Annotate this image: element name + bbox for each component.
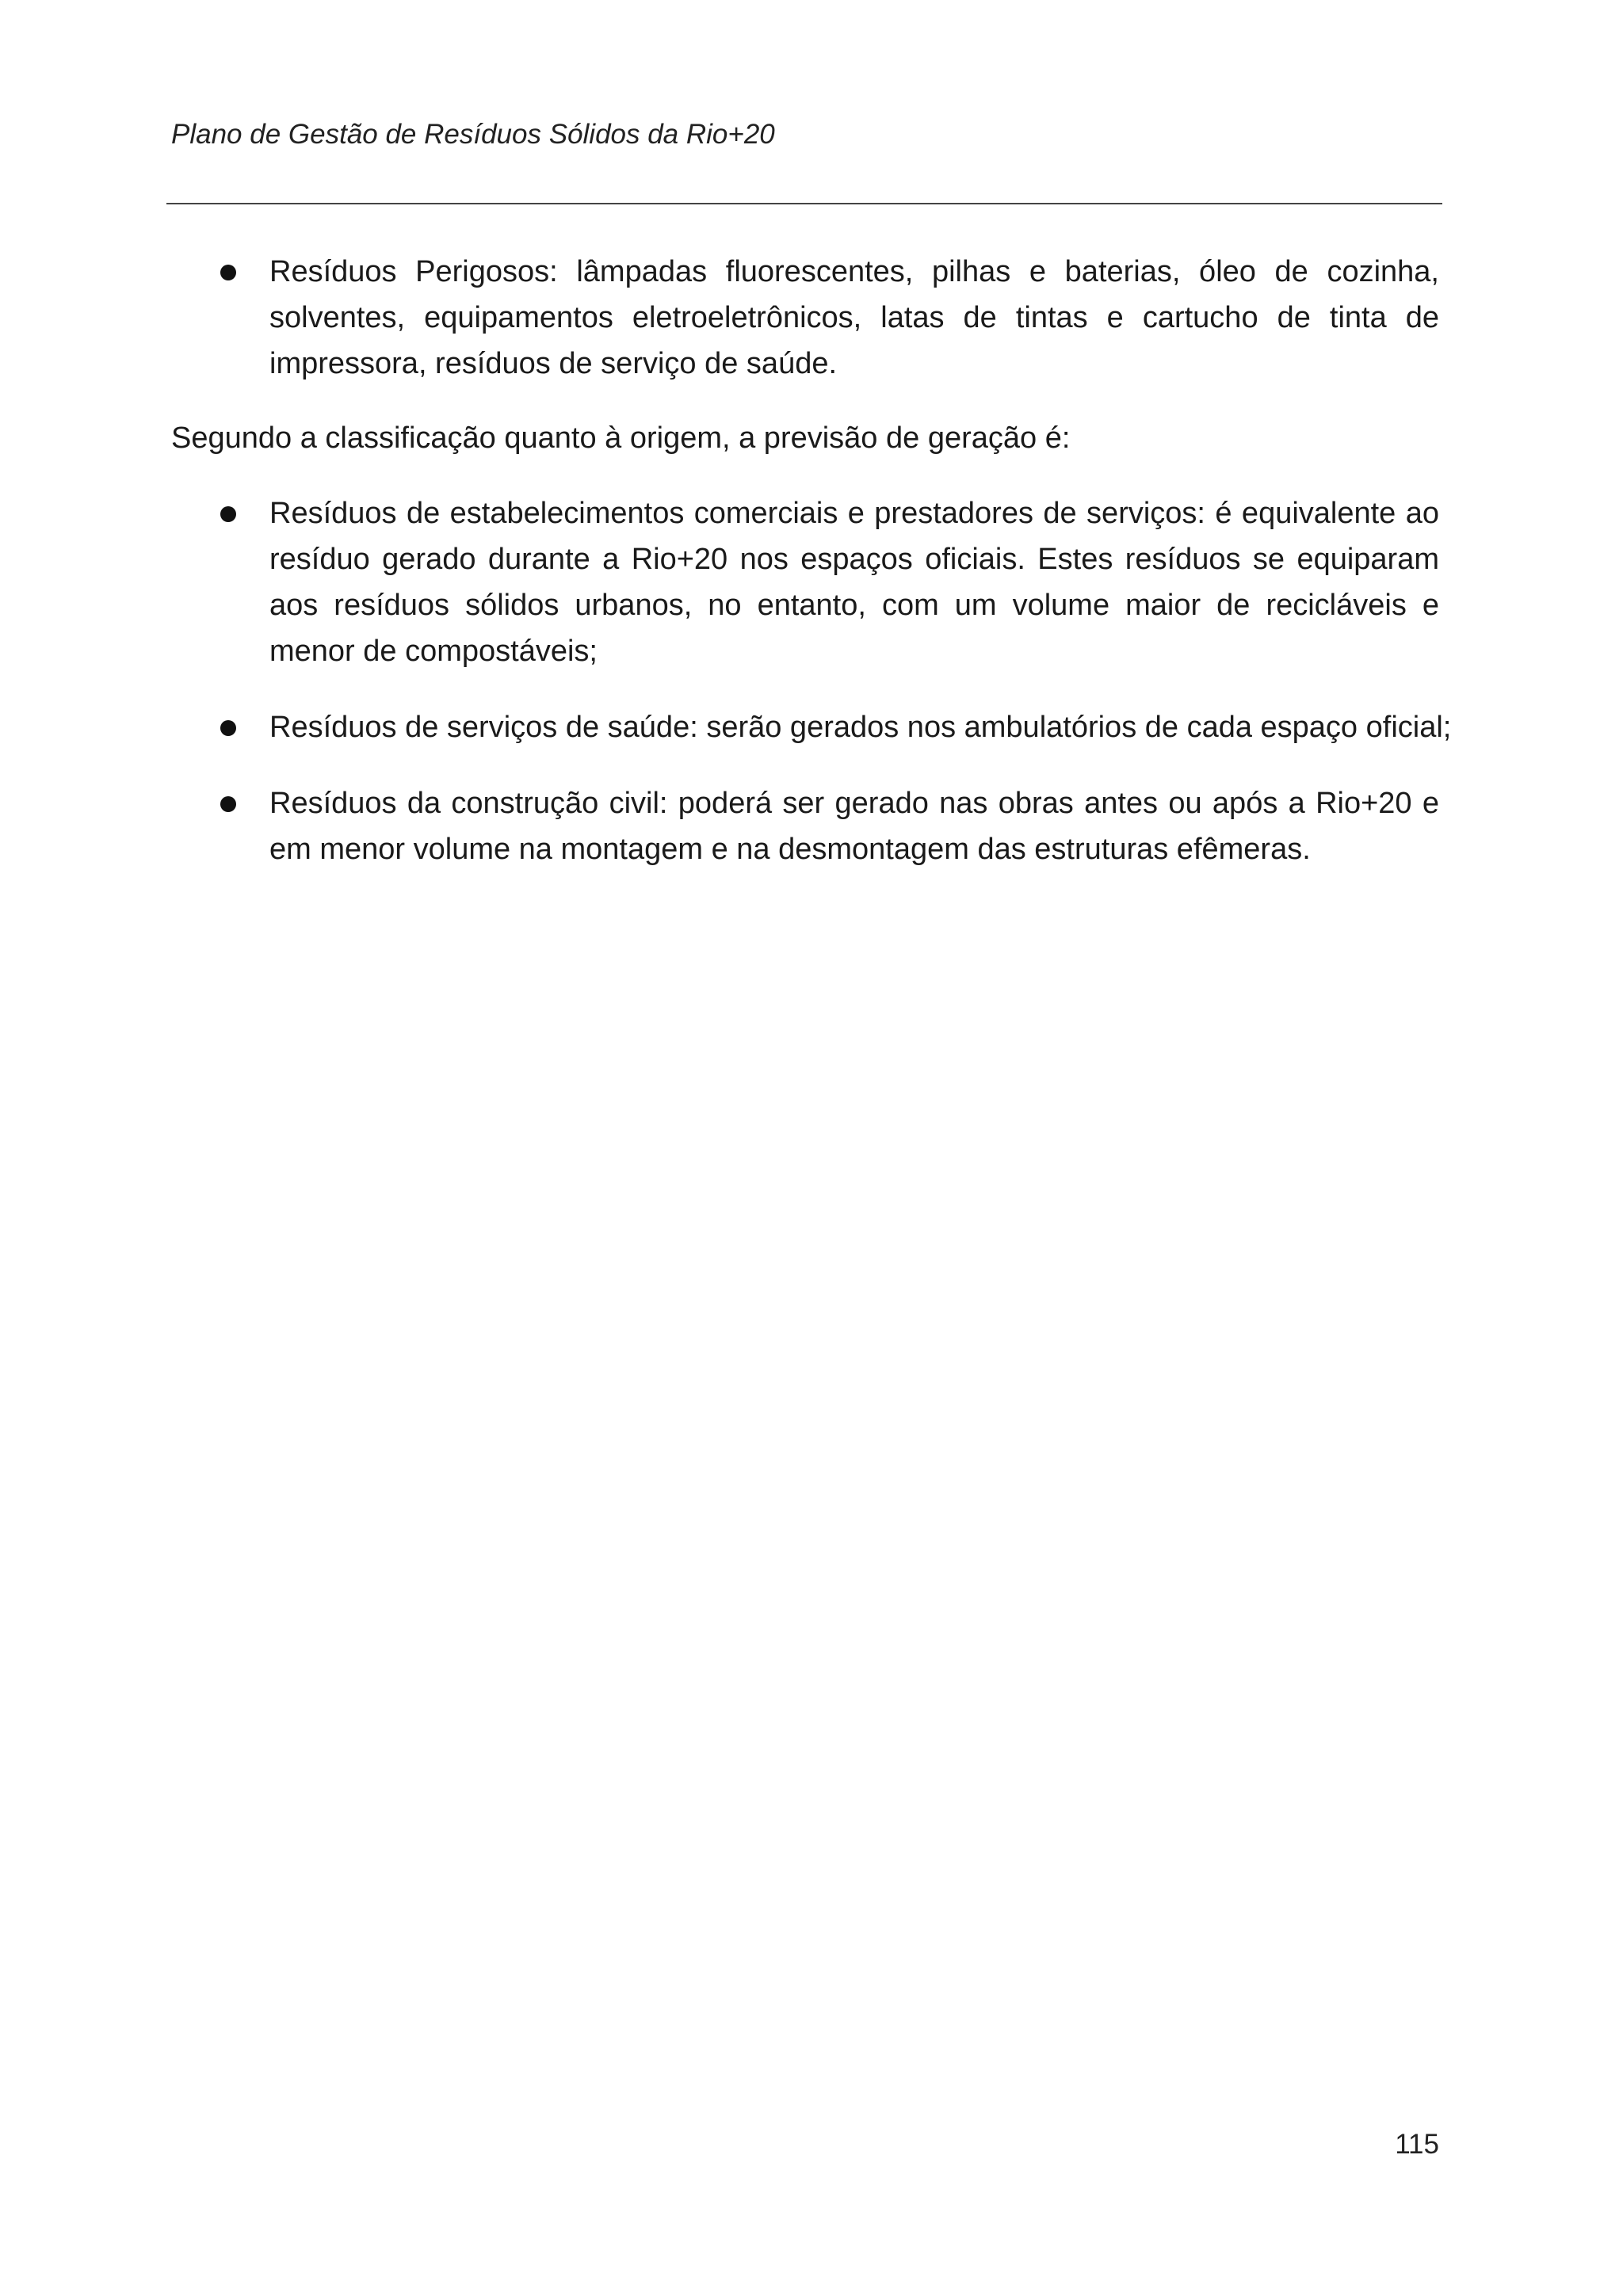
list-item-construction-waste: Resíduos da construção civil: poderá ser gerado nas obras antes ou após a Rio+20 e em menor volume na montagem e na desmontagem das estruturas efêmeras. — [269, 787, 1439, 866]
bullet-icon — [220, 265, 236, 280]
list-item-hazardous-waste: Resíduos Perigosos: lâmpadas fluorescentes, pilhas e baterias, óleo de cozinha, solventes, equipamentos eletroeletrônicos, latas de tintas e cartucho de tinta de impressora, resíduos de serviço de saúde. — [269, 255, 1439, 380]
bullet-icon — [220, 796, 236, 812]
page-header-title: Plano de Gestão de Resíduos Sólidos da Rio+20 — [171, 119, 775, 150]
page-number: 115 — [1395, 2129, 1439, 2160]
header-divider — [166, 203, 1442, 204]
list-item-health-waste: Resíduos de serviços de saúde: serão gerados nos ambulatórios de cada espaço oficial; — [269, 711, 1452, 744]
origin-classification-paragraph: Segundo a classificação quanto à origem, a previsão de geração é: — [171, 421, 1071, 455]
list-item-commercial-waste: Resíduos de estabelecimentos comerciais e prestadores de serviços: é equivalente ao resíduo gerado durante a Rio+20 nos espaços oficiais. Estes resíduos se equiparam aos resíduos sólidos urbanos, no entanto, com um volume maior de recicláveis e menor de compostáveis; — [269, 497, 1439, 668]
bullet-icon — [220, 720, 236, 736]
bullet-icon — [220, 506, 236, 522]
